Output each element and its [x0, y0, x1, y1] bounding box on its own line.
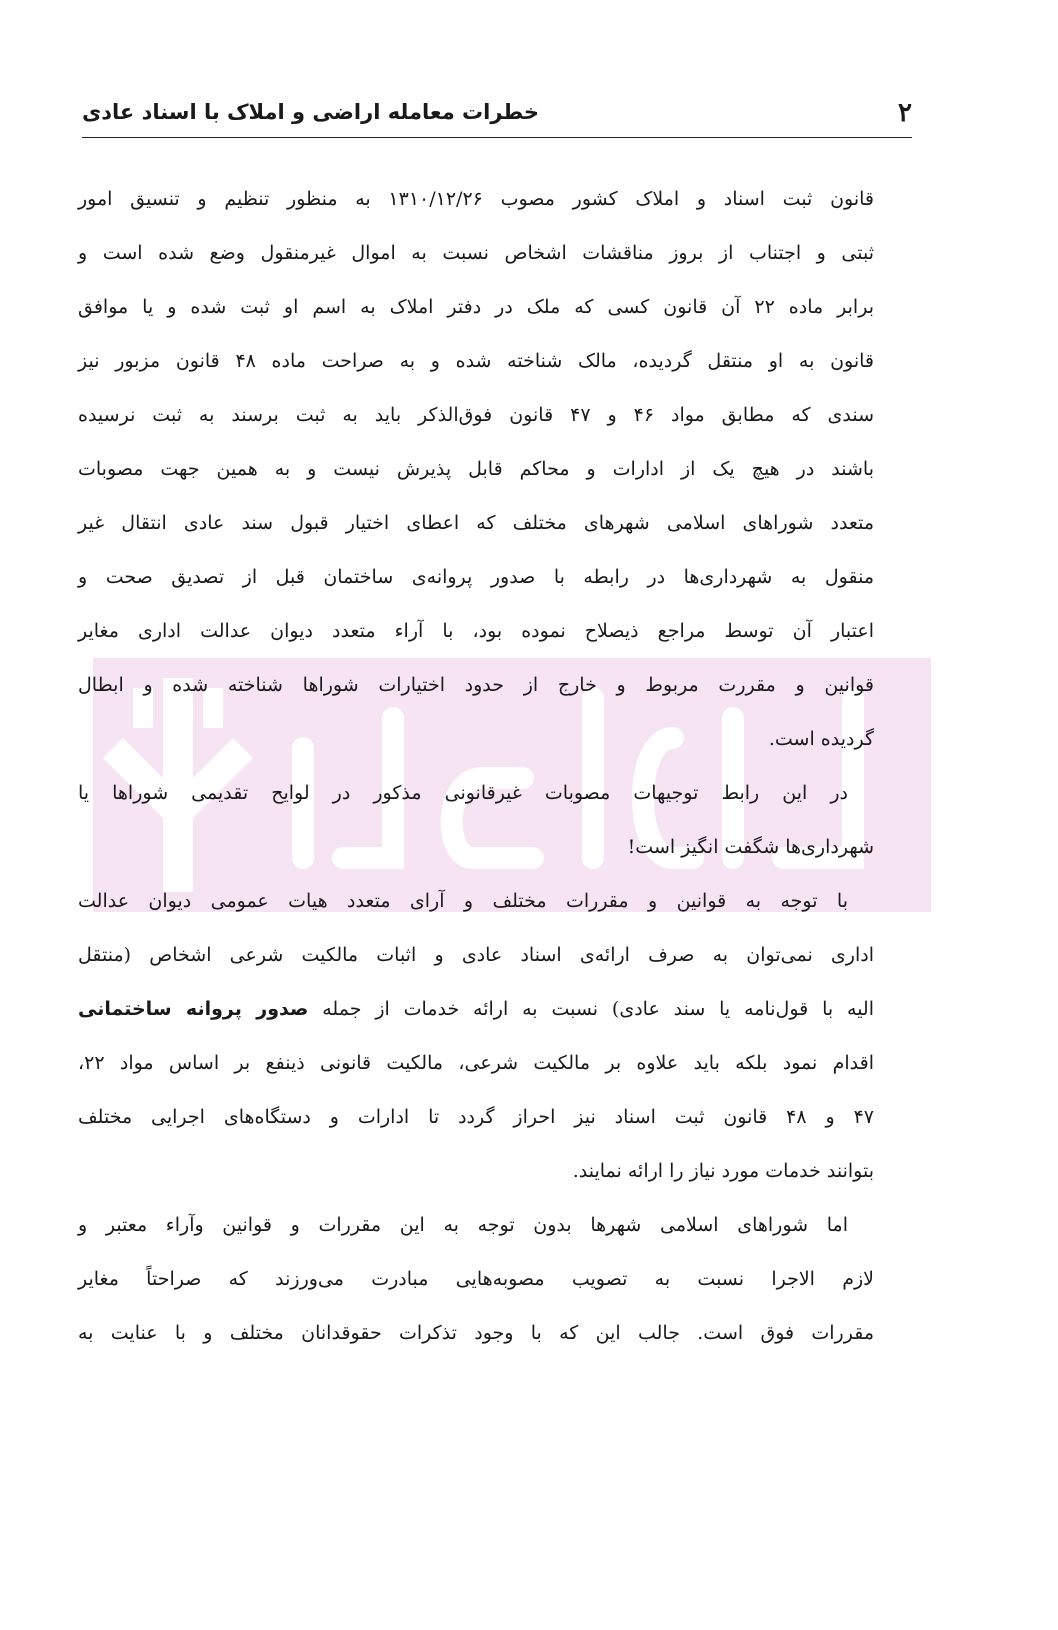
- header-rule: [82, 137, 912, 138]
- paragraph-4: [78, 1198, 874, 1360]
- paragraph-3: [78, 874, 874, 1198]
- text-line: قانون به او منتقل گردیده، مالک شناخته شده و به صراحت ماده ۴۸ قانون مزبور نیز: [78, 350, 874, 372]
- text-line: قوانین و مقررت مربوط و خارج از حدود اختیارات شوراها شناخته شده و ابطال: [78, 674, 874, 696]
- text-line: باشند در هیچ یک از ادارات و محاکم قابل پذیرش نیست و به همین جهت مصوبات: [78, 458, 874, 480]
- body-text: [78, 172, 874, 1360]
- text-line: سندی که مطابق مواد ۴۶ و ۴۷ قانون فوق‌الذکر باید به ثبت برسند به ثبت نرسیده: [78, 404, 875, 426]
- text-line-with-emphasis: [78, 982, 874, 1036]
- running-header: [82, 92, 912, 138]
- text-line: لازم الاجرا نسبت به تصویب مصوبه‌هایی مبادرت می‌ورزند که صراحتاً مغایر: [78, 1268, 874, 1290]
- text-line: متعدد شوراهای اسلامی شهرهای مختلف که اعطای اختیار قبول سند عادی انتقال غیر: [78, 512, 874, 534]
- text-line: با توجه به قوانین و مقررات مختلف و آرای متعدد هیات عمومی دیوان عدالت: [78, 890, 848, 912]
- text-line: اقدام نمود بلکه باید علاوه بر مالکیت شرعی، مالکیت قانونی ذینفع بر اساس مواد ۲۲،: [78, 1052, 874, 1074]
- text-line: بتوانند خدمات مورد نیاز را ارائه نمایند.: [572, 1160, 874, 1182]
- text-line: اما شوراهای اسلامی شهرها بدون توجه به این مقررات و قوانین وآراء معتبر و: [78, 1214, 848, 1236]
- text-line: برابر ماده ۲۲ آن قانون کسی که ملک در دفتر املاک به اسم او ثبت شده و یا موافق: [78, 296, 874, 318]
- text-line: ثبتی و اجتناب از بروز مناقشات اشخاص نسبت به اموال غیرمنقول وضع شده است و: [78, 242, 874, 264]
- text-line: در این رابط توجیهات مصوبات غیرقانونی مذکور در لوایح تقدیمی شوراها یا: [78, 782, 848, 804]
- text-line: ۴۷ و ۴۸ قانون ثبت اسناد نیز احراز گردد تا ادارات و دستگاه‌های اجرایی مختلف: [78, 1106, 874, 1128]
- paragraph-2: [78, 766, 874, 874]
- text-line: شهرداری‌ها شگفت انگیز است!: [627, 836, 874, 858]
- text-line: مقررات فوق است. جالب این که با وجود تذکرات حقوقدانان مختلف و با عنایت به: [78, 1322, 874, 1344]
- text-fragment: الیه با قول‌نامه یا سند عادی) نسبت به ارائه خدمات از جمله: [322, 998, 874, 1020]
- text-line: گردیده است.: [768, 728, 874, 750]
- text-line: اعتبار آن توسط مراجع ذیصلاح نموده بود، با آراء متعدد دیوان عدالت اداری مغایر: [78, 620, 874, 642]
- text-line: اداری نمی‌توان به صرف ارائه‌ی اسناد عادی و اثبات مالکیت شرعی اشخاص (منتقل: [78, 944, 874, 966]
- page-number: ۲: [898, 98, 912, 128]
- text-line: منقول به شهرداری‌ها در رابطه با صدور پروانه‌ی ساختمان قبل از تصدیق صحت و: [78, 566, 874, 588]
- header-title: خطرات معامله اراضی و املاک با اسناد عادی: [82, 100, 540, 124]
- paragraph-1: [78, 172, 874, 766]
- text-line: قانون ثبت اسناد و املاک کشور مصوب ۱۳۱۰/۱۲/۲۶ به منظور تنظیم و تنسیق امور: [78, 188, 874, 210]
- emphasis-phrase: صدور پروانه ساختمانی: [78, 998, 309, 1020]
